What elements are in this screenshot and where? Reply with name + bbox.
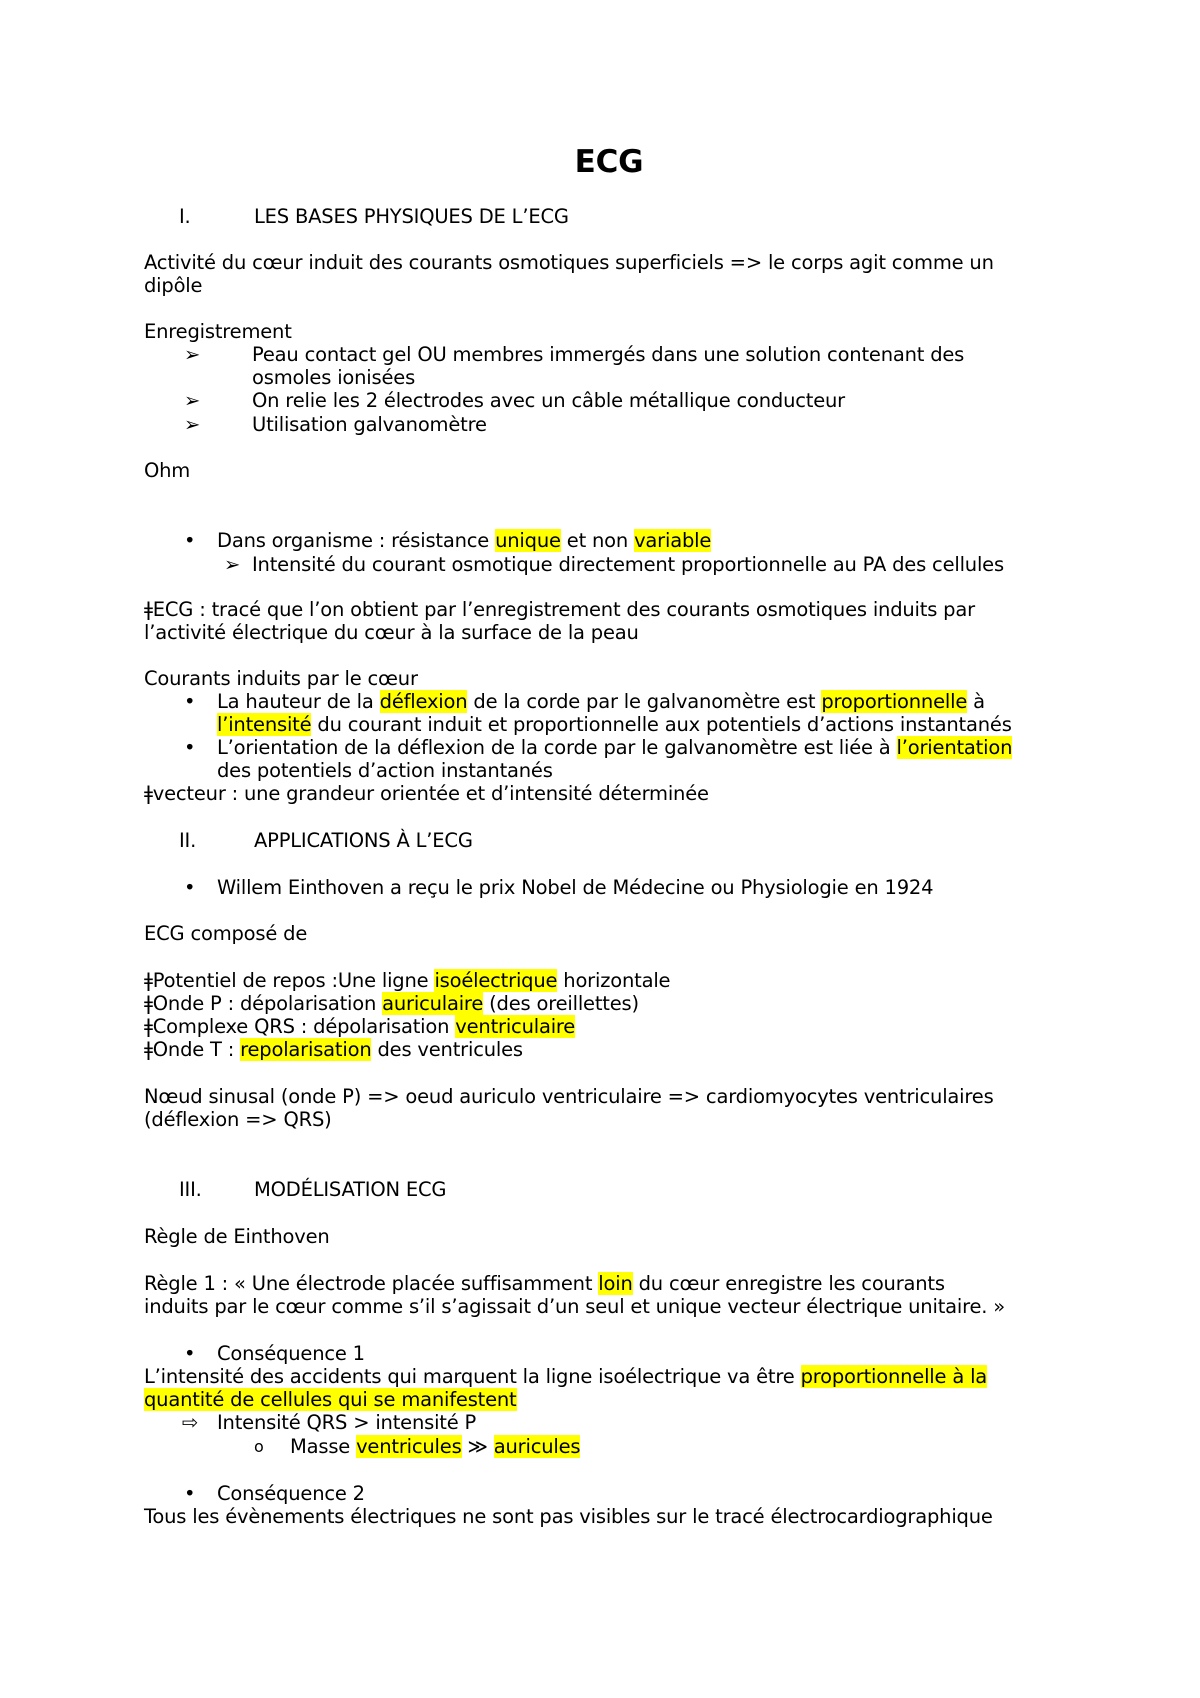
highlight: auricules [493, 1435, 581, 1458]
ecg-definition-line1: ǂECG : tracé que l’on obtient par l’enregistrement des courants osmotiques induits par [144, 598, 975, 621]
highlight: proportionnelle à la [800, 1365, 988, 1388]
consequence-1-line2 [144, 1388, 517, 1412]
dot-bullet-icon: • [184, 876, 196, 899]
label-ohm: Ohm [144, 459, 191, 482]
page-title: ECG [574, 144, 644, 180]
highlight: ventricules [356, 1435, 462, 1458]
highlight: variable [634, 529, 712, 552]
noeud-line2: (déflexion => QRS) [144, 1108, 332, 1131]
noeud-line1: Nœud sinusal (onde P) => oeud auriculo ventriculaire => cardiomyocytes ventriculaires [144, 1085, 994, 1108]
list-item-continuation: des potentiels d’action instantanés [217, 759, 553, 782]
highlight: l’intensité [217, 713, 312, 736]
circle-bullet-icon: o [254, 1437, 264, 1456]
consequence-2-line1: Tous les évènements électriques ne sont pas visibles sur le tracé électrocardiographique [144, 1505, 993, 1528]
label-enregistrement: Enregistrement [144, 320, 292, 343]
symbol-icon: ǂ [144, 1015, 153, 1038]
paragraph-dipole-line1: Activité du cœur induit des courants osmotiques superficiels => le corps agit comme un [144, 251, 994, 274]
document-page: ECG I. LES BASES PHYSIQUES DE L’ECG Activité du cœur induit des courants osmotiques superficiels => le corps agit comme un dipôle Enregistrement ➢ Peau contact gel OU membres immergés dans une solution contenant des osmoles ionisées ➢ On relie les 2 électrodes avec un câble métallique conducteur ➢ Utilisation galvanomètre Ohm • Dans organisme : résistance unique et non variable ➢ Intensité du courant osmotique directement proportionnelle au PA des cellules ǂECG : tracé que l’on obtient par l’enregistrement des courants osmotiques induits par l’activité électrique du cœur à la surface de la peau Courants induits par le cœur • La hauteur de la déflexion de la corde par le galvanomètre est proportionnelle à l’intensité du courant induit et proportionnelle aux potentiels d’actions instantanés • L’orientation de la déflexion de la corde par le galvanomètre est liée à l’orientation des potentiels d’action instantanés ǂvecteur : une grandeur orientée et d’intensité déterminée II. APPLICATIONS À L’ECG • Willem Einthoven a reçu le prix Nobel de Médecine ou Physiologie en 1924 ECG composé de ǂPotentiel de repos :Une ligne isoélectrique horizontale ǂOnde P : dépolarisation auriculaire (des oreillettes) ǂComplexe QRS : dépolarisation ventriculaire ǂOnde T : repolarisation des ventricules Nœud sinusal (onde P) => oeud auriculo ventriculaire => cardiomyocytes ventriculaires (déflexion => QRS) III. MODÉLISATION ECG Règle de Einthoven Règle 1 : « Une électrode placée suffisamment loin du cœur enregistre les courants induits par le cœur comme s’il s’agissait d’un seul et unique vecteur électrique unitaire. » • Conséquence 1 L’intensité des accidents qui marquent la ligne isoélectrique va être proportionnelle à la quantité de cellules qui se manifestent ⇨ Intensité QRS > intensité P o Masse ventricules ≫ auricules • Conséquence 2 Tous les évènements électriques ne sont pas visibles sur le tracé électrocardiographique [0, 0, 1200, 1698]
symbol-icon: ǂ [144, 969, 153, 992]
highlight: proportionnelle [821, 690, 968, 713]
highlight: unique [495, 529, 561, 552]
dot-bullet-icon: • [184, 1482, 196, 1505]
symbol-icon: ǂ [144, 598, 153, 621]
dot-bullet-icon: • [184, 690, 196, 713]
highlight: quantité de cellules qui se manifestent [144, 1388, 517, 1411]
highlight: auriculaire [382, 992, 484, 1015]
compose-row: ǂPotentiel de repos :Une ligne isoélectrique horizontale [144, 969, 671, 992]
dot-bullet-icon: • [184, 1342, 196, 1365]
arrow-bullet-icon: ➢ [184, 389, 201, 412]
arrow-bullet-icon: ➢ [184, 413, 201, 436]
highlight: repolarisation [240, 1038, 372, 1061]
highlight: l’orientation [896, 736, 1013, 759]
arrow-bullet-icon: ➢ [184, 343, 201, 366]
regle-1-line1: Règle 1 : « Une électrode placée suffisamment loin du cœur enregistre les courants [144, 1272, 945, 1295]
label-courants: Courants induits par le cœur [144, 667, 418, 690]
symbol-icon: ǂ [144, 1038, 153, 1061]
highlight: ventriculaire [455, 1015, 576, 1038]
compose-row: ǂOnde T : repolarisation des ventricules [144, 1038, 523, 1061]
paragraph-dipole-line2: dipôle [144, 274, 203, 297]
dot-bullet-icon: • [184, 736, 196, 759]
dot-bullet-icon: • [184, 529, 196, 552]
vecteur-definition: ǂvecteur : une grandeur orientée et d’intensité déterminée [144, 782, 709, 805]
symbol-icon: ǂ [144, 782, 153, 805]
highlight: déflexion [379, 690, 468, 713]
implies-arrow-icon: ⇨ [182, 1411, 199, 1434]
consequence-1-line1: L’intensité des accidents qui marquent la ligne isoélectrique va être proportionnelle à la [144, 1365, 988, 1388]
regle-1-line2: induits par le cœur comme s’il s’agissait d’un seul et unique vecteur électrique unitaire. » [144, 1295, 1006, 1318]
label-regle-einthoven: Règle de Einthoven [144, 1225, 330, 1248]
compose-row: ǂOnde P : dépolarisation auriculaire (des oreillettes) [144, 992, 639, 1015]
ecg-definition-line2: l’activité électrique du cœur à la surface de la peau [144, 621, 639, 644]
label-ecg-compose: ECG composé de [144, 922, 308, 945]
list-item-continuation: osmoles ionisées [252, 366, 416, 389]
symbol-icon: ǂ [144, 992, 153, 1015]
highlight: isoélectrique [434, 969, 558, 992]
arrow-bullet-icon: ➢ [224, 553, 241, 576]
compose-row: ǂComplexe QRS : dépolarisation ventriculaire [144, 1015, 576, 1038]
list-item-continuation: l’intensité du courant induit et proportionnelle aux potentiels d’actions instantanés [217, 713, 1012, 736]
highlight: loin [598, 1272, 633, 1295]
